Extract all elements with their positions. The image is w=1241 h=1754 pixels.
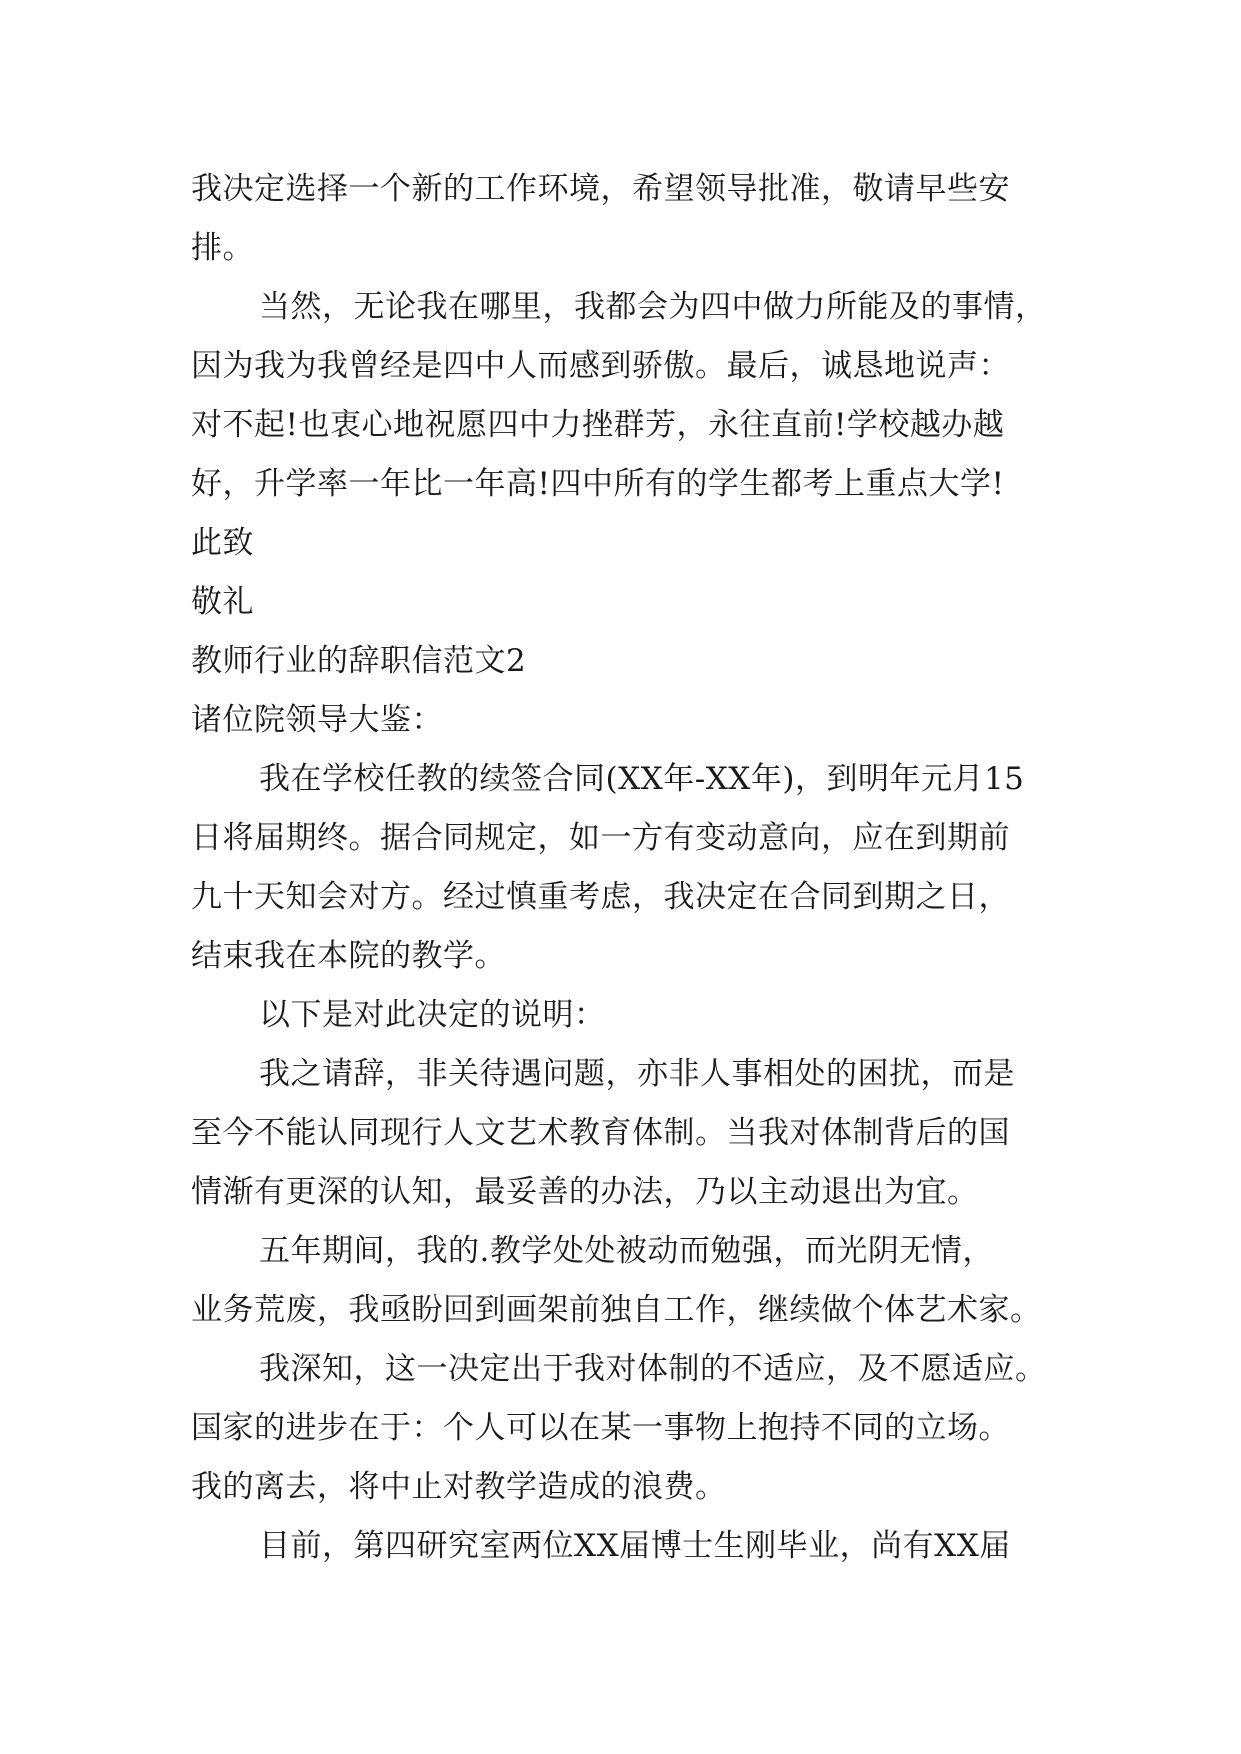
- text-line: 九十天知会对方。经过慎重考虑，我决定在合同到期之日，: [191, 879, 1010, 915]
- text-line: 日将届期终。据合同规定，如一方有变动意向，应在到期前: [191, 820, 1010, 856]
- text-line: 我决定选择一个新的工作环境，希望领导批准，敬请早些安: [191, 171, 1010, 207]
- text-line: 情渐有更深的认知，最妥善的办法，乃以主动退出为宜。: [191, 1174, 979, 1210]
- text-line: 五年期间，我的.教学处处被动而勉强，而光阴无情，: [259, 1233, 994, 1269]
- text-line: 结束我在本院的教学。: [191, 938, 506, 974]
- text-line: 排。: [191, 230, 254, 266]
- text-line: 我之请辞，非关待遇问题，亦非人事相处的困扰，而是: [259, 1056, 1015, 1092]
- document-body: [191, 160, 1061, 1576]
- letter-greeting: 诸位院领导大鉴：: [191, 702, 443, 738]
- text-line: 因为我为我曾经是四中人而感到骄傲。最后，诚恳地说声：: [191, 348, 1010, 384]
- text-line: 目前，第四研究室两位XX届博士生刚毕业，尚有XX届: [259, 1528, 1011, 1564]
- text-line: 当然，无论我在哪里，我都会为四中做力所能及的事情，: [259, 289, 1047, 325]
- text-line: 我深知，这一决定出于我对体制的不适应，及不愿适应。: [259, 1351, 1047, 1387]
- text-line: 我在学校任教的续签合同(XX年-XX年)，到明年元月15: [259, 761, 1025, 797]
- closing-salutation: 此致: [191, 525, 254, 561]
- text-line: 对不起!也衷心地祝愿四中力挫群芳，永往直前!学校越办越: [191, 407, 1005, 443]
- section-title: 教师行业的辞职信范文2: [191, 643, 527, 679]
- text-line: 好，升学率一年比一年高!四中所有的学生都考上重点大学!: [191, 466, 1005, 502]
- text-line: 国家的进步在于：个人可以在某一事物上抱持不同的立场。: [191, 1410, 1010, 1446]
- closing-regards: 敬礼: [191, 584, 254, 620]
- text-line: 业务荒废，我亟盼回到画架前独自工作，继续做个体艺术家。: [191, 1292, 1042, 1328]
- text-line: 以下是对此决定的说明：: [259, 997, 606, 1033]
- text-line: 至今不能认同现行人文艺术教育体制。当我对体制背后的国: [191, 1115, 1010, 1151]
- text-line: 我的离去，将中止对教学造成的浪费。: [191, 1469, 727, 1505]
